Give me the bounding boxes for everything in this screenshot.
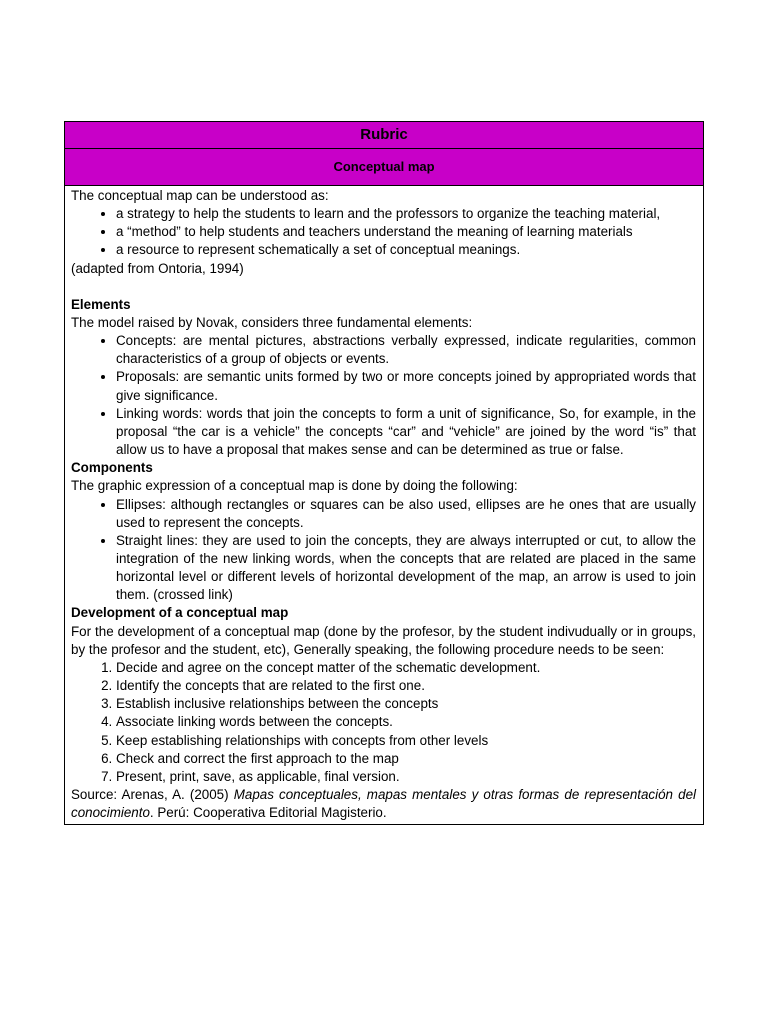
- list-item: • a resource to represent schematically a set of conceptual meanings.: [116, 241, 696, 259]
- intro-lead: The conceptual map can be understood as:: [71, 188, 329, 203]
- components-list: [71, 496, 696, 605]
- rubric-table: [64, 121, 704, 825]
- list-item: • Straight lines: they are used to join the concepts, they are always interrupted or cut, to allow the integration of the new linking words, when the concepts that are related are placed in the same horizontal level or different levels of horizontal development of the map, an arrow is used to join them. (crossed link): [116, 532, 696, 605]
- elements-lead: The model raised by Novak, considers three fundamental elements:: [71, 314, 473, 330]
- list-item: • Proposals: are semantic units formed by two or more concepts joined by appropriated words that give significance.: [116, 368, 696, 404]
- components-heading: Components: [71, 460, 153, 476]
- list-item: 3. Establish inclusive relationships between the concepts: [116, 695, 696, 713]
- source-suffix: . Perú: Cooperativa Editorial Magisterio.: [149, 805, 387, 821]
- list-item: • Concepts: are mental pictures, abstractions verbally expressed, indicate regularities, common characteristics of a group of objects or events.: [116, 332, 696, 368]
- source-prefix: Source: Arenas, A. (2005): [71, 787, 234, 802]
- components-lead: The graphic expression of a conceptual map is done by doing the following:: [71, 478, 518, 494]
- list-item: 4. Associate linking words between the concepts.: [116, 713, 696, 731]
- list-item: 1. Decide and agree on the concept matter of the schematic development.: [116, 659, 696, 677]
- elements-heading: Elements: [71, 296, 131, 312]
- list-item: 7. Present, print, save, as applicable, final version.: [116, 768, 696, 786]
- list-item: 6. Check and correct the first approach to the map: [116, 750, 696, 768]
- list-item: 2. Identify the concepts that are related to the first one.: [116, 677, 696, 695]
- development-heading: Development of a conceptual map: [71, 605, 289, 621]
- development-lead: For the development of a conceptual map (done by the profesor, by the student indivudually or in groups, by the profesor and the student, etc), Generally speaking, the following procedure needs to be seen:: [71, 623, 696, 657]
- list-item: • a strategy to help the students to learn and the professors to organize the teaching material,: [116, 205, 696, 223]
- source-citation: [71, 786, 696, 822]
- table-title: Rubric: [65, 122, 703, 149]
- elements-list: [71, 332, 696, 459]
- list-item: • Ellipses: although rectangles or squares can be also used, ellipses are he ones that are usually used to represent the concepts.: [116, 496, 696, 532]
- intro-list: [71, 205, 696, 259]
- source-title: Mapas conceptuales, mapas mentales y otras formas de representación del conocimiento: [71, 787, 696, 821]
- list-item: 5. Keep establishing relationships with concepts from other levels: [116, 732, 696, 750]
- spacer: [71, 278, 696, 296]
- table-body: [65, 186, 703, 824]
- intro-citation: (adapted from Ontoria, 1994): [71, 260, 244, 276]
- development-steps: [71, 659, 696, 786]
- list-item: • a “method” to help students and teachers understand the meaning of learning materials: [116, 223, 696, 241]
- list-item: • Linking words: words that join the concepts to form a unit of significance, So, for example, in the proposal “the car is a vehicle” the concepts “car” and “vehicle” are joined by the word “is” that allow us to have a proposal that makes sense and can be determined as true or false.: [116, 405, 696, 459]
- table-subtitle: Conceptual map: [65, 149, 703, 186]
